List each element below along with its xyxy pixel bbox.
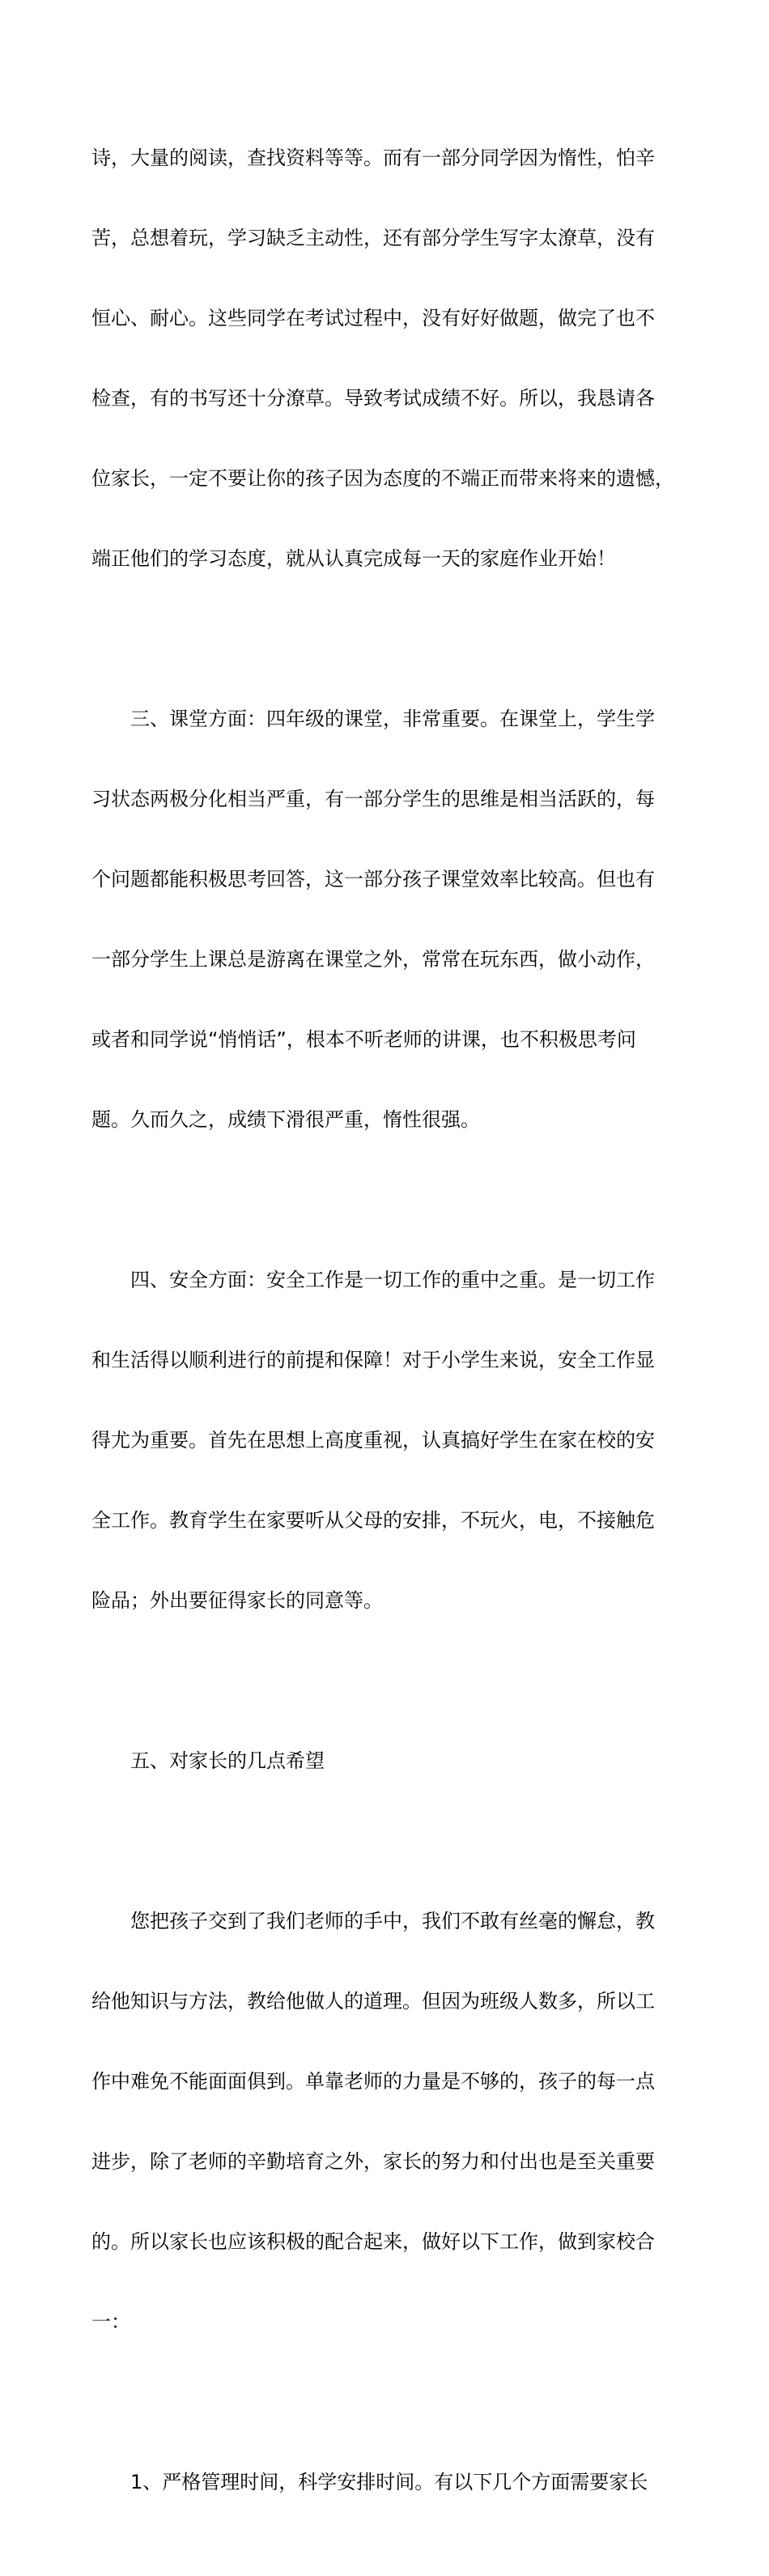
paragraph-safety bbox=[91, 1214, 695, 1668]
text-line: 恒心、耐心。这些同学在考试过程中，没有好好做题，做完了也不 bbox=[91, 307, 655, 329]
text-line: 险品；外出要征得家长的同意等。 bbox=[91, 1589, 383, 1612]
text-line: 一： bbox=[91, 2310, 130, 2333]
text-line: 作中难免不能面面俱到。单靠老师的力量是不够的，孩子的每一点 bbox=[91, 2070, 655, 2093]
text-line: 题。久而久之，成绩下滑很严重，惰性很强。 bbox=[91, 1108, 480, 1131]
section-heading-parent-hopes bbox=[91, 1694, 695, 1828]
text-line: 进步，除了老师的辛勤培育之外，家长的努力和付出也是至关重要 bbox=[91, 2150, 655, 2173]
text-line: 三、课堂方面：四年级的课堂，非常重要。在课堂上，学生学 bbox=[130, 708, 655, 730]
paragraph-classroom bbox=[91, 653, 695, 1187]
text-line: 1、严格管理时间，科学安排时间。有以下几个方面需要家长 bbox=[130, 2471, 648, 2493]
text-line: 或者和同学说“悄悄话”，根本不听老师的讲课，也不积极思考问 bbox=[91, 1028, 636, 1051]
text-line: 检查，有的书写还十分潦草。导致考试成绩不好。所以，我恳请各 bbox=[91, 387, 655, 410]
text-line: 位家长，一定不要让你的孩子因为态度的不端正而带来将来的遗憾， bbox=[91, 467, 674, 490]
text-line: 给他知识与方法，教给他做人的道理。但因为班级人数多，所以工 bbox=[91, 1990, 655, 2013]
document-body bbox=[91, 91, 695, 2576]
text-line: 苦，总想着玩，学习缺乏主动性，还有部分学生写字太潦草，没有 bbox=[91, 227, 655, 249]
text-line: 和生活得以顺利进行的前提和保障！对于小学生来说，安全工作显 bbox=[91, 1349, 655, 1371]
paragraph-time-management bbox=[91, 2416, 695, 2549]
text-line: 诗，大量的阅读，查找资料等等。而有一部分同学因为惰性，怕辛 bbox=[91, 147, 655, 169]
text-line: 一部分学生上课总是游离在课堂之外，常常在玩东西，做小动作， bbox=[91, 948, 655, 971]
paragraph-study-attitude bbox=[91, 91, 695, 626]
text-line: 得尤为重要。首先在思想上高度重视，认真搞好学生在家在校的安 bbox=[91, 1429, 655, 1452]
text-line: 四、安全方面：安全工作是一切工作的重中之重。是一切工作 bbox=[130, 1269, 655, 1291]
text-line: 端正他们的学习态度，就从认真完成每一天的家庭作业开始！ bbox=[91, 547, 616, 570]
text-line: 的。所以家长也应该积极的配合起来，做好以下工作，做到家校合 bbox=[91, 2230, 655, 2253]
text-line: 您把孩子交到了我们老师的手中，我们不敢有丝毫的懈怠，教 bbox=[130, 1910, 655, 1932]
paragraph-parents-cooperation bbox=[91, 1855, 695, 2389]
text-line: 习状态两极分化相当严重，有一部分学生的思维是相当活跃的，每 bbox=[91, 788, 655, 810]
text-line: 个问题都能积极思考回答，这一部分孩子课堂效率比较高。但也有 bbox=[91, 868, 655, 891]
text-line: 全工作。教育学生在家要听从父母的安排，不玩火，电，不接触危 bbox=[91, 1509, 655, 1532]
text-line: 五、对家长的几点希望 bbox=[130, 1749, 325, 1772]
